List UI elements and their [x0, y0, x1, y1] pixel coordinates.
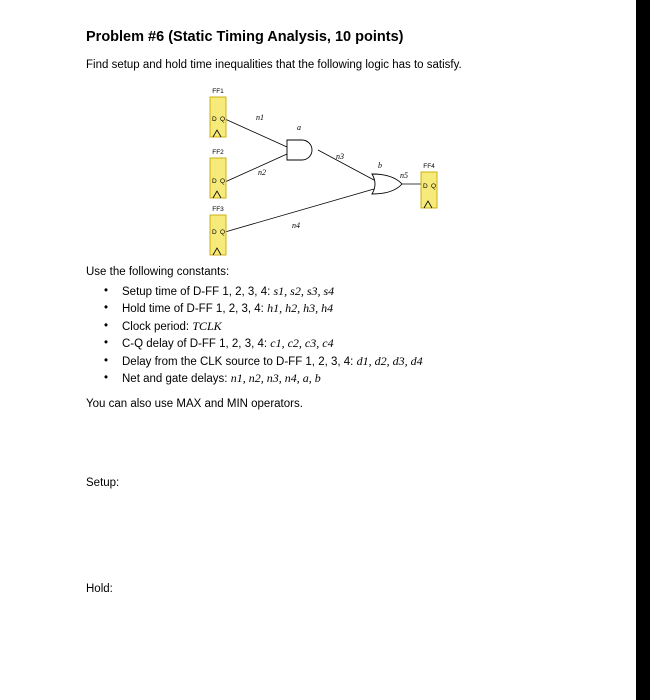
- operators-note: You can also use MAX and MIN operators.: [86, 398, 303, 410]
- list-item: • Delay from the CLK source to D-FF 1, 2, 3, 4: d1, d2, d3, d4: [104, 353, 423, 370]
- symbols: TCLK: [192, 318, 222, 333]
- hold-label: Hold:: [86, 583, 113, 595]
- symbols: h1, h2, h3, h4: [267, 301, 334, 316]
- ff3-q: Q: [220, 229, 226, 236]
- logic-diagram: [190, 82, 460, 262]
- label-b: b: [378, 161, 382, 170]
- or-gate-b: [372, 174, 402, 194]
- ff4: [421, 163, 437, 208]
- bullet-icon: •: [104, 371, 109, 384]
- label-n5: n5: [400, 171, 408, 180]
- ff2-label: FF2: [212, 149, 224, 156]
- symbols: c1, c2, c3, c4: [270, 336, 334, 351]
- wire-n3: [318, 150, 374, 180]
- ff1-q: Q: [220, 116, 226, 123]
- label-a: a: [297, 123, 301, 132]
- ff1-label: FF1: [212, 88, 224, 95]
- label-n1: n1: [256, 113, 264, 122]
- list-item: • Clock period: TCLK: [104, 318, 423, 335]
- label-n3: n3: [336, 152, 344, 161]
- list-item: • C-Q delay of D-FF 1, 2, 3, 4: c1, c2, c3, c4: [104, 335, 423, 352]
- and-gate-a: [287, 140, 312, 160]
- label-n4: n4: [292, 221, 300, 230]
- bullet-icon: •: [104, 354, 109, 367]
- ff2: [210, 149, 226, 198]
- label-n2: n2: [258, 168, 266, 177]
- wire-n1: [225, 119, 287, 147]
- bullet-icon: •: [104, 319, 109, 332]
- setup-label: Setup:: [86, 477, 120, 489]
- problem-title: Problem #6 (Static Timing Analysis, 10 points): [86, 29, 404, 45]
- list-item: • Net and gate delays: n1, n2, n3, n4, a, b: [104, 370, 423, 387]
- list-item: • Hold time of D-FF 1, 2, 3, 4: h1, h2, h3, h4: [104, 300, 423, 317]
- symbols: s1, s2, s3, s4: [273, 284, 335, 298]
- constants-label: Use the following constants:: [86, 266, 230, 278]
- wire-n2: [225, 154, 287, 182]
- ff2-d: D: [212, 178, 217, 185]
- ff3-label: FF3: [212, 206, 224, 213]
- ff1: [210, 88, 226, 137]
- constants-list: [104, 283, 423, 387]
- ff3-d: D: [212, 229, 217, 236]
- bullet-icon: •: [104, 337, 109, 350]
- symbols: n1, n2, n3, n4, a, b: [230, 370, 321, 385]
- ff1-d: D: [212, 116, 217, 123]
- ff3: [210, 206, 226, 255]
- list-item: • Setup time of D-FF 1, 2, 3, 4: s1, s2, s3, s4: [104, 283, 423, 300]
- ff2-q: Q: [220, 178, 226, 185]
- ff4-q: Q: [431, 183, 437, 190]
- ff4-label: FF4: [423, 163, 435, 170]
- bullet-icon: •: [104, 285, 109, 297]
- problem-intro: Find setup and hold time inequalities that the following logic has to satisfy.: [86, 59, 462, 71]
- bullet-icon: •: [104, 302, 109, 315]
- symbols: d1, d2, d3, d4: [356, 353, 423, 368]
- ff4-d: D: [423, 183, 428, 190]
